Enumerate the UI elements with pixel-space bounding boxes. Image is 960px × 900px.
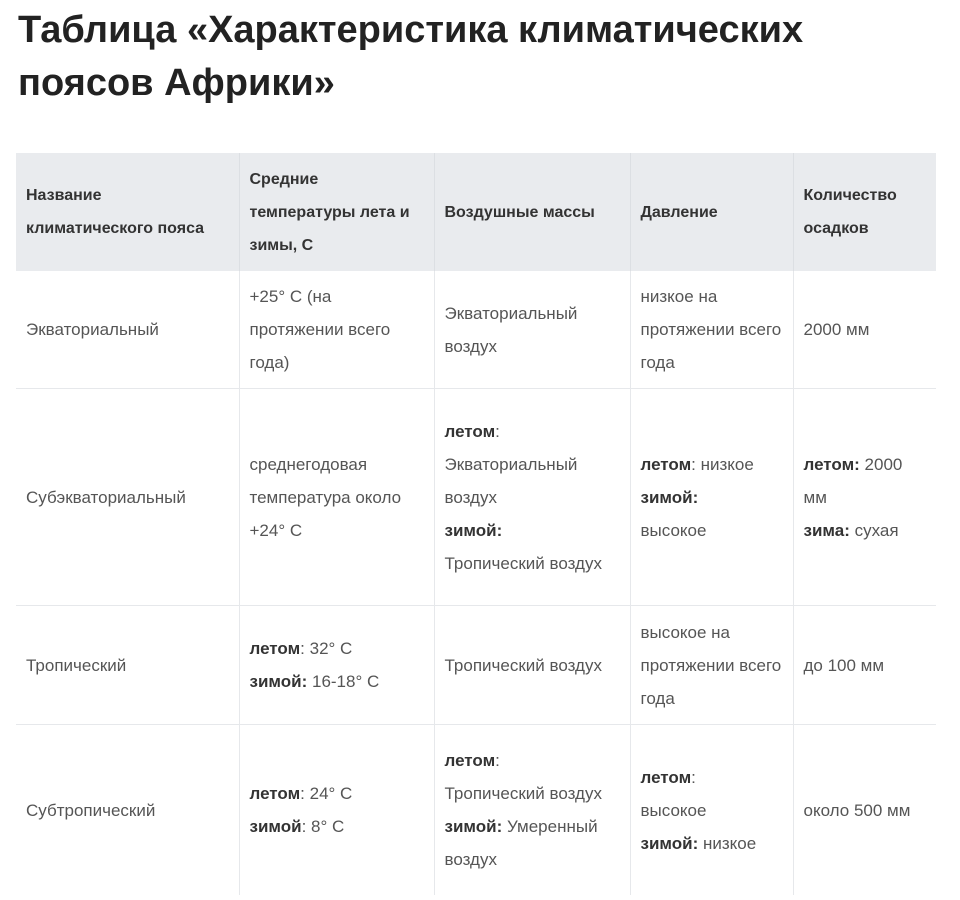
summer-line	[804, 448, 927, 514]
cell-temperature	[239, 606, 434, 725]
climate-zones-table	[16, 153, 936, 895]
summer-value: высокое	[640, 800, 707, 820]
cell-pressure	[630, 389, 793, 606]
summer-value: 24° С	[309, 784, 353, 803]
cell-temperature: +25° С (на протяжении всего года)	[239, 271, 434, 389]
cell-pressure: низкое на протяжении всего года	[630, 271, 793, 389]
winter-line	[445, 810, 620, 876]
summer-label: летом	[640, 454, 692, 474]
summer-value: Экваториальный воздух	[444, 454, 578, 507]
summer-label: летом	[444, 751, 496, 770]
winter-line	[804, 514, 927, 547]
summer-value: 2000 мм	[803, 454, 903, 507]
winter-label: зимой:	[640, 833, 699, 853]
winter-value: 16-18° С	[311, 672, 380, 691]
winter-line	[641, 481, 783, 514]
winter-label: зимой:	[640, 487, 699, 507]
winter-value: 8° С	[311, 817, 345, 836]
winter-value: низкое	[702, 833, 757, 853]
summer-line: летом: 32° С	[249, 639, 353, 658]
summer-value: Тропический воздух	[444, 784, 602, 803]
winter-value: сухая	[854, 520, 899, 540]
cell-air-masses	[434, 725, 630, 896]
cell-pressure	[630, 725, 793, 896]
winter-value: Тропический воздух	[444, 553, 602, 573]
cell-zone-name: Экваториальный	[16, 271, 239, 389]
cell-precipitation: 2000 мм	[793, 271, 936, 389]
summer-label: летом	[444, 421, 496, 441]
summer-label: летом	[249, 639, 301, 658]
summer-value: 32° С	[309, 639, 353, 658]
winter-line: зимой: 8° С	[249, 817, 345, 836]
table-row	[16, 271, 936, 389]
winter-label: зимой:	[444, 520, 503, 540]
cell-precipitation	[793, 389, 936, 606]
summer-value: низкое	[700, 454, 754, 474]
summer-line: летом:	[444, 751, 500, 770]
header-precipitation: Количество осадков	[793, 153, 936, 271]
table-row	[16, 389, 936, 606]
summer-label: летом:	[803, 454, 860, 474]
cell-zone-name: Субтропический	[16, 725, 239, 896]
header-zone-name: Название климатического пояса	[16, 153, 239, 271]
summer-line: летом:	[444, 421, 500, 441]
table-row	[16, 606, 936, 725]
winter-label: зимой:	[249, 672, 308, 691]
cell-zone-name: Субэкваториальный	[16, 389, 239, 606]
table-row	[16, 725, 936, 896]
cell-air-masses: Тропический воздух	[434, 606, 630, 725]
winter-line	[641, 827, 783, 860]
cell-precipitation: около 500 мм	[803, 800, 911, 820]
header-pressure: Давление	[630, 153, 793, 271]
winter-label: зимой	[249, 817, 302, 836]
summer-label: летом	[249, 784, 301, 803]
winter-line	[445, 514, 620, 547]
cell-precipitation: до 100 мм	[793, 606, 936, 725]
winter-line	[250, 665, 424, 698]
winter-value: высокое	[640, 520, 707, 540]
cell-air-masses	[434, 389, 630, 606]
summer-label: летом	[640, 767, 692, 787]
summer-line: летом:	[640, 767, 696, 787]
header-air-masses: Воздушные массы	[434, 153, 630, 271]
page-title: Таблица «Характеристика климатических поясов Африки»	[18, 9, 804, 104]
cell-zone-name: Тропический	[16, 606, 239, 725]
header-temperature: Средние температуры лета и зимы, С	[239, 153, 434, 271]
cell-temperature: среднегодовая температура около +24° С	[239, 389, 434, 606]
cell-temperature	[239, 725, 434, 896]
winter-label: зимой:	[444, 817, 503, 836]
winter-label: зима:	[803, 520, 850, 540]
table-header-row	[16, 153, 936, 271]
winter-value: Умеренный воздух	[444, 817, 598, 869]
summer-line: летом: 24° С	[249, 784, 353, 803]
cell-air-masses: Экваториальный воздух	[434, 271, 630, 389]
cell-pressure: высокое на протяжении всего года	[630, 606, 793, 725]
summer-line: летом: низкое	[640, 454, 754, 474]
